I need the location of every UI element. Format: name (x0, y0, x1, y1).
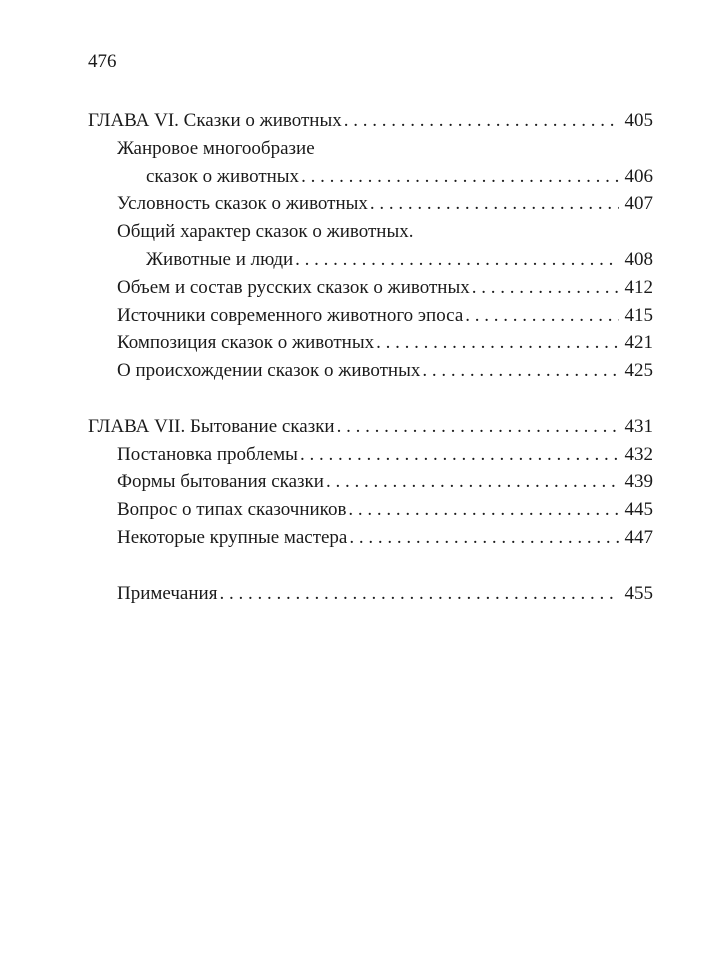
dot-leader (335, 413, 619, 441)
toc-entry-continued-first-line[interactable] (88, 135, 653, 163)
toc-page-number: 455 (624, 582, 653, 604)
dot-leader (347, 524, 619, 552)
toc-page-number: 445 (624, 499, 653, 521)
toc-page-number: 439 (624, 471, 653, 493)
dot-leader (299, 163, 619, 191)
toc-entry-label: Формы бытования сказки (117, 471, 324, 493)
toc-entry[interactable] (88, 524, 653, 552)
dot-leader (298, 441, 619, 469)
toc-page-number: 432 (624, 443, 653, 465)
toc-chapter-7[interactable] (88, 413, 653, 441)
toc-entry-label: О происхождении сказок о животных (117, 360, 421, 382)
toc-entry-continued-first-line[interactable] (88, 218, 653, 246)
toc-entry[interactable] (88, 329, 653, 357)
toc-entry-label: Жанровое многообразие (117, 137, 315, 159)
toc-page-number: 447 (624, 526, 653, 548)
toc-page-number: 415 (624, 304, 653, 326)
toc-entry-label: Животные и люди (146, 248, 294, 270)
dot-leader (293, 246, 619, 274)
toc-page-number: 412 (624, 276, 653, 298)
toc-entry-label: Композиция сказок о животных (117, 332, 375, 354)
toc-chapter-title: ГЛАВА VII. Бытование сказки (88, 415, 335, 437)
toc-page-number: 405 (624, 110, 653, 131)
dot-leader (463, 302, 619, 330)
toc-entry[interactable] (88, 441, 653, 469)
toc-entry[interactable] (88, 302, 653, 330)
toc-entry[interactable] (88, 163, 653, 191)
toc-entry-label: Условность сказок о животных (117, 193, 368, 215)
toc-page-number: 425 (624, 360, 653, 382)
toc-page-number: 421 (624, 332, 653, 354)
toc-entry-label: Примечания (117, 582, 218, 604)
dot-leader (324, 468, 619, 496)
dot-leader (342, 107, 619, 135)
toc-entry-label: Некоторые крупные мастера (117, 526, 348, 548)
toc-entry-label: сказок о животных (146, 165, 300, 187)
toc-page-number: 408 (624, 248, 653, 270)
section-gap (88, 552, 653, 580)
toc-entry-label: Объем и состав русских сказок о животных (117, 276, 470, 298)
toc-entry-label: Постановка проблемы (117, 443, 298, 465)
toc-page-number: 431 (624, 415, 653, 437)
section-gap (88, 385, 653, 413)
toc-page-number: 407 (624, 193, 653, 215)
toc-chapter-title: ГЛАВА VI. Сказки о животных (88, 110, 342, 131)
page-number: 476 (88, 51, 117, 72)
toc-entry-label: Вопрос о типах сказочников (117, 499, 347, 521)
dot-leader (420, 357, 619, 385)
dot-leader (346, 496, 619, 524)
toc-entry[interactable] (88, 190, 653, 218)
toc-notes[interactable] (88, 580, 653, 608)
dot-leader (470, 274, 619, 302)
toc-entry[interactable] (88, 357, 653, 385)
toc-chapter-6[interactable] (88, 107, 653, 135)
dot-leader (374, 329, 619, 357)
toc-entry[interactable] (88, 246, 653, 274)
toc-entry[interactable] (88, 468, 653, 496)
toc-page-number: 406 (624, 165, 653, 187)
toc-entry[interactable] (88, 274, 653, 302)
dot-leader (368, 190, 619, 218)
toc-entry-label: Общий характер сказок о животных. (117, 221, 414, 243)
toc-entry-label: Источники современного животного эпоса (117, 304, 464, 326)
table-of-contents (88, 107, 653, 607)
dot-leader (217, 580, 619, 608)
toc-entry[interactable] (88, 496, 653, 524)
